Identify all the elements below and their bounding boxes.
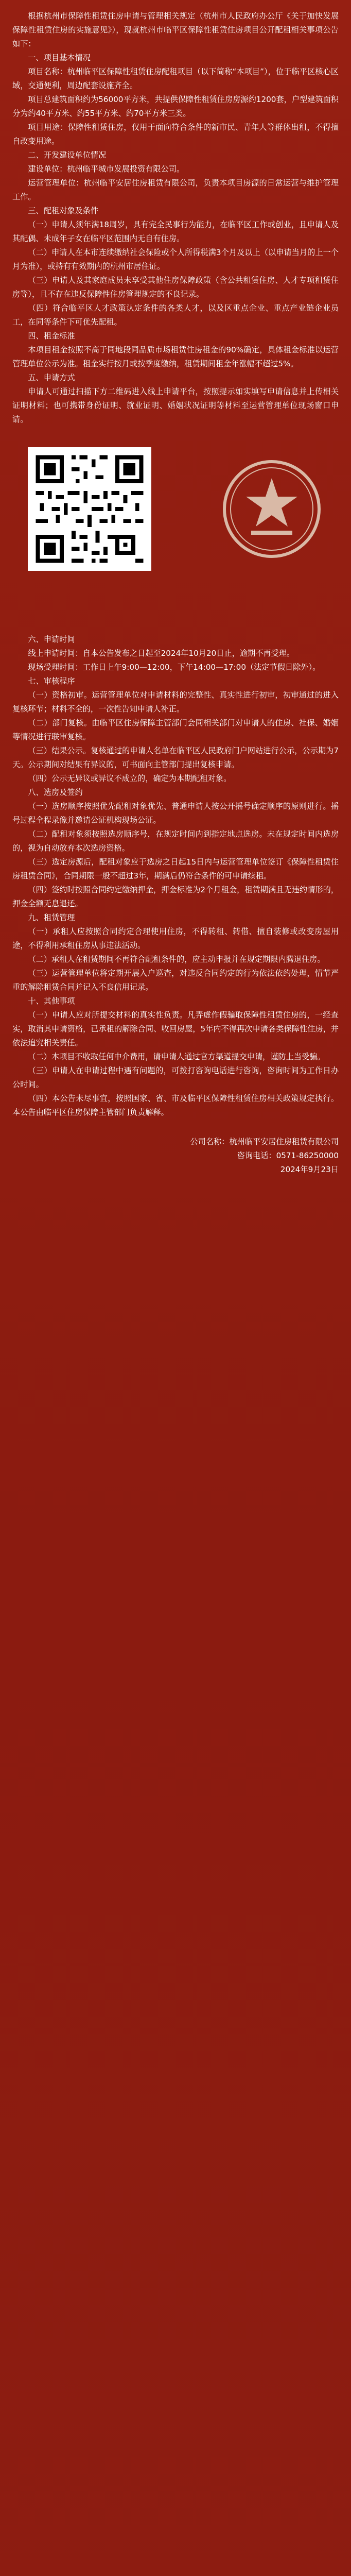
qr-code[interactable] <box>28 447 151 571</box>
official-seal <box>220 457 323 561</box>
section5-paragraph: 申请人可通过扫描下方二维码进入线上申请平台，按照提示如实填写申请信息并上传相关证明材料；也可携带身份证明、就业证明、婚姻状况证明等材料至运营管理单位现场窗口申请。 <box>12 387 339 424</box>
section3-heading: 三、配租对象及条件 <box>28 206 99 215</box>
section8-paragraph: （二）配租对象须按照选房顺序号，在规定时间内到指定地点选房。未在规定时间内选房的，视为自动放弃本次选房资格。 <box>12 829 339 853</box>
section9-heading: 九、租赁管理 <box>28 913 75 922</box>
section7-paragraph: （一）资格初审。运营管理单位对申请材料的完整性、真实性进行初审，初审通过的进入复核环节；材料不全的，一次性告知申请人补正。 <box>12 690 339 714</box>
section3-paragraph: （一）申请人须年满18周岁，具有完全民事行为能力，在临平区工作或创业，且申请人及其配偶、未成年子女在临平区范围内无自有住房。 <box>12 220 339 243</box>
section10-heading: 十、其他事项 <box>28 996 75 1006</box>
section2-paragraph: 运营管理单位：杭州临平安居住房租赁有限公司，负责本项目房源的日常运营与维护管理工作。 <box>12 178 339 201</box>
section7-heading: 七、审核程序 <box>28 676 75 686</box>
section4-paragraph: 本项目租金按照不高于同地段同品质市场租赁住房租金的90%确定，具体租金标准以运营管理单位公示为准。租金实行按月或按季度缴纳，租赁期间租金年涨幅不超过5%。 <box>12 345 339 368</box>
section10-paragraph: （三）申请人在申请过程中遇有问题的，可拨打咨询电话进行咨询，咨询时间为工作日办公时间。 <box>12 1066 339 1089</box>
section6-heading: 六、申请时间 <box>28 635 75 644</box>
section10-paragraph: （一）申请人应对所提交材料的真实性负责。凡弄虚作假骗取保障性租赁住房的，一经查实，取消其申请资格，已承租的解除合同、收回房屋，5年内不得再次申请各类保障性住房，并依法追究相关责任。 <box>12 1010 339 1047</box>
qr-and-seal-row <box>28 447 323 571</box>
signature-date: 2024年9月23日 <box>280 1165 339 1174</box>
section1-paragraph: 项目用途：保障性租赁住房，仅用于面向符合条件的新市民、青年人等群体出租，不得擅自改变用途。 <box>12 123 339 146</box>
section5-heading: 五、申请方式 <box>28 373 75 382</box>
section7-paragraph: （四）公示无异议或异议不成立的，确定为本期配租对象。 <box>28 774 232 783</box>
section9-paragraph: （一）承租人应按照合同约定合理使用住房，不得转租、转借、擅自装修或改变房屋用途，不得利用承租住房从事违法活动。 <box>12 927 339 950</box>
signature-block <box>12 1135 339 1177</box>
section9-paragraph: （三）运营管理单位将定期开展入户巡查，对违反合同约定的行为依法依约处理，情节严重的解除租赁合同并记入不良信用记录。 <box>12 969 339 992</box>
section10-paragraph: （二）本项目不收取任何中介费用，请申请人通过官方渠道提交申请，谨防上当受骗。 <box>28 1052 325 1061</box>
section9-paragraph: （二）承租人在租赁期间不再符合配租条件的，应主动申报并在规定期限内腾退住房。 <box>28 955 325 964</box>
signature-org: 公司名称：杭州临平安居住房租赁有限公司 <box>190 1137 339 1146</box>
section3-paragraph: （四）符合临平区人才政策认定条件的各类人才，以及区重点企业、重点产业链企业员工，在同等条件下可优先配租。 <box>12 303 339 327</box>
section8-paragraph: （三）选定房源后，配租对象应于选房之日起15日内与运营管理单位签订《保障性租赁住房租赁合同》，合同期限一般不超过3年，期满后仍符合条件的可申请续租。 <box>12 857 339 880</box>
section10-paragraph: （四）本公告未尽事宜，按照国家、省、市及临平区保障性租赁住房相关政策规定执行。本公告由临平区住房保障主管部门负责解释。 <box>12 1094 339 1117</box>
section2-paragraph: 建设单位：杭州临平城市发展投资有限公司。 <box>28 164 185 174</box>
qr-code-icon <box>32 451 147 567</box>
section1-heading: 一、项目基本情况 <box>28 53 91 62</box>
section8-heading: 八、选房及签约 <box>28 788 83 797</box>
section8-paragraph: （一）选房顺序按照优先配租对象优先、普通申请人按公开摇号确定顺序的原则进行。摇号过程全程录像并邀请公证机构现场公证。 <box>12 802 339 825</box>
section1-paragraph: 项目名称：杭州临平区保障性租赁住房配租项目（以下简称“本项目”），位于临平区核心区域，交通便利，周边配套设施齐全。 <box>12 67 339 90</box>
section7-paragraph: （二）部门复核。由临平区住房保障主管部门会同相关部门对申请人的住房、社保、婚姻等情况进行联审复核。 <box>12 718 339 741</box>
section3-paragraph: （二）申请人在本市连续缴纳社会保险或个人所得税满3个月及以上（以申请当月的上一个月为准），或持有有效期内的杭州市居住证。 <box>12 248 339 271</box>
section6-paragraph: 线上申请时间：自本公告发布之日起至2024年10月20日止，逾期不再受理。 <box>28 649 295 658</box>
section3-paragraph: （三）申请人及其家庭成员未享受其他住房保障政策（含公共租赁住房、人才专项租赁住房等），且不存在违反保障性住房管理规定的不良记录。 <box>12 276 339 299</box>
section8-paragraph: （四）签约时按照合同约定缴纳押金，押金标准为2个月租金，租赁期满且无违约情形的，押金全额无息退还。 <box>12 885 339 908</box>
seal-emblem-icon <box>220 457 323 561</box>
intro-paragraph: 根据杭州市保障性租赁住房申请与管理相关规定（杭州市人民政府办公厅《关于加快发展保障性租赁住房的实施意见》），现就杭州市临平区保障性租赁住房项目公开配租相关事项公告如下： <box>12 11 339 48</box>
signature-phone: 咨询电话：0571-86250000 <box>237 1151 339 1160</box>
section1-paragraph: 项目总建筑面积约为56000平方米，共提供保障性租赁住房房源约1200套，户型建筑面积分为约40平方米、约55平方米、约70平方米三类。 <box>12 95 339 118</box>
section6-paragraph: 现场受理时间：工作日上午9:00—12:00，下午14:00—17:00（法定节假日除外）。 <box>28 663 321 672</box>
section7-paragraph: （三）结果公示。复核通过的申请人名单在临平区人民政府门户网站进行公示，公示期为7天。公示期间对结果有异议的，可书面向主管部门提出复核申请。 <box>12 746 339 769</box>
section2-heading: 二、开发建设单位情况 <box>28 150 107 160</box>
section4-heading: 四、租金标准 <box>28 331 75 341</box>
